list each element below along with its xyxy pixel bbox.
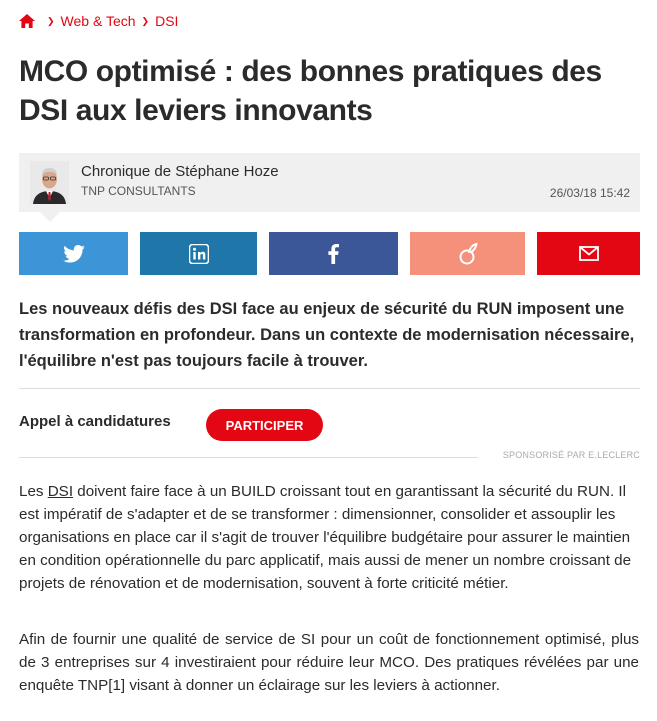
share-twitter-button[interactable] — [19, 232, 128, 275]
participer-button[interactable]: PARTICIPER — [206, 409, 323, 441]
share-bar — [19, 232, 640, 275]
dsi-link[interactable]: DSI — [47, 483, 74, 500]
twitter-icon — [63, 245, 85, 263]
article-title: MCO optimisé : des bonnes pratiques des DSI aux leviers innovants — [19, 55, 602, 127]
article-paragraph — [19, 480, 639, 595]
breadcrumb — [19, 11, 178, 31]
publish-date: 26/03/18 15:42 — [549, 186, 630, 200]
chevron-right-icon: ❯ — [47, 15, 55, 26]
home-icon[interactable] — [19, 14, 35, 28]
share-email-button[interactable] — [537, 232, 640, 275]
share-facebook-button[interactable] — [269, 232, 398, 275]
viadeo-icon — [458, 243, 478, 265]
divider — [19, 457, 478, 458]
breadcrumb-item-dsi[interactable]: DSI — [155, 13, 179, 29]
sponsor-label: Appel à candidatures — [19, 413, 171, 430]
breadcrumb-item-web-tech[interactable]: Web & Tech — [60, 13, 136, 29]
author-box-pointer — [40, 212, 60, 222]
author-name[interactable]: Chronique de Stéphane Hoze — [81, 163, 279, 180]
share-viadeo-button[interactable] — [410, 232, 525, 275]
author-box — [19, 153, 640, 212]
paragraph-text: Les — [19, 483, 48, 500]
author-company: TNP CONSULTANTS — [81, 184, 196, 198]
facebook-icon — [328, 244, 339, 264]
mail-icon — [579, 246, 599, 261]
paragraph-text: doivent faire face à un BUILD croissant tout en garantissant la sécurité du RUN. Il est impératif de s'adapter et de se transformer : dimensionner, consolider et assouplir les organisations en place car il s'agit de trouver l'équilibre budgétaire pour assurer le maintien en condition opérationnelle du parc applicatif, mais aussi de mener un nombre croissant de projets de rénovation et de modernisation, souvent à forte criticité métier. — [19, 483, 632, 592]
article-lead: Les nouveaux défis des DSI face au enjeux de sécurité du RUN imposent une transformation en profondeur. Dans un contexte de modernisation nécessaire, l'équilibre n'est pas toujours facile à trouver. — [19, 300, 635, 370]
linkedin-icon — [189, 244, 209, 264]
author-avatar[interactable] — [30, 161, 69, 204]
chevron-right-icon: ❯ — [141, 15, 150, 26]
sponsor-note: SPONSORISÉ PAR E.LECLERC — [497, 450, 640, 460]
divider — [19, 388, 640, 389]
article-paragraph: Afin de fournir une qualité de service de SI pour un coût de fonctionnement optimisé, plus de 3 entreprises sur 4 investiraient pour réduire leur MCO. Des pratiques révélées par une enquête TNP[1] visant à donner un éclairage sur les leviers à actionner. — [19, 631, 639, 694]
share-linkedin-button[interactable] — [140, 232, 257, 275]
